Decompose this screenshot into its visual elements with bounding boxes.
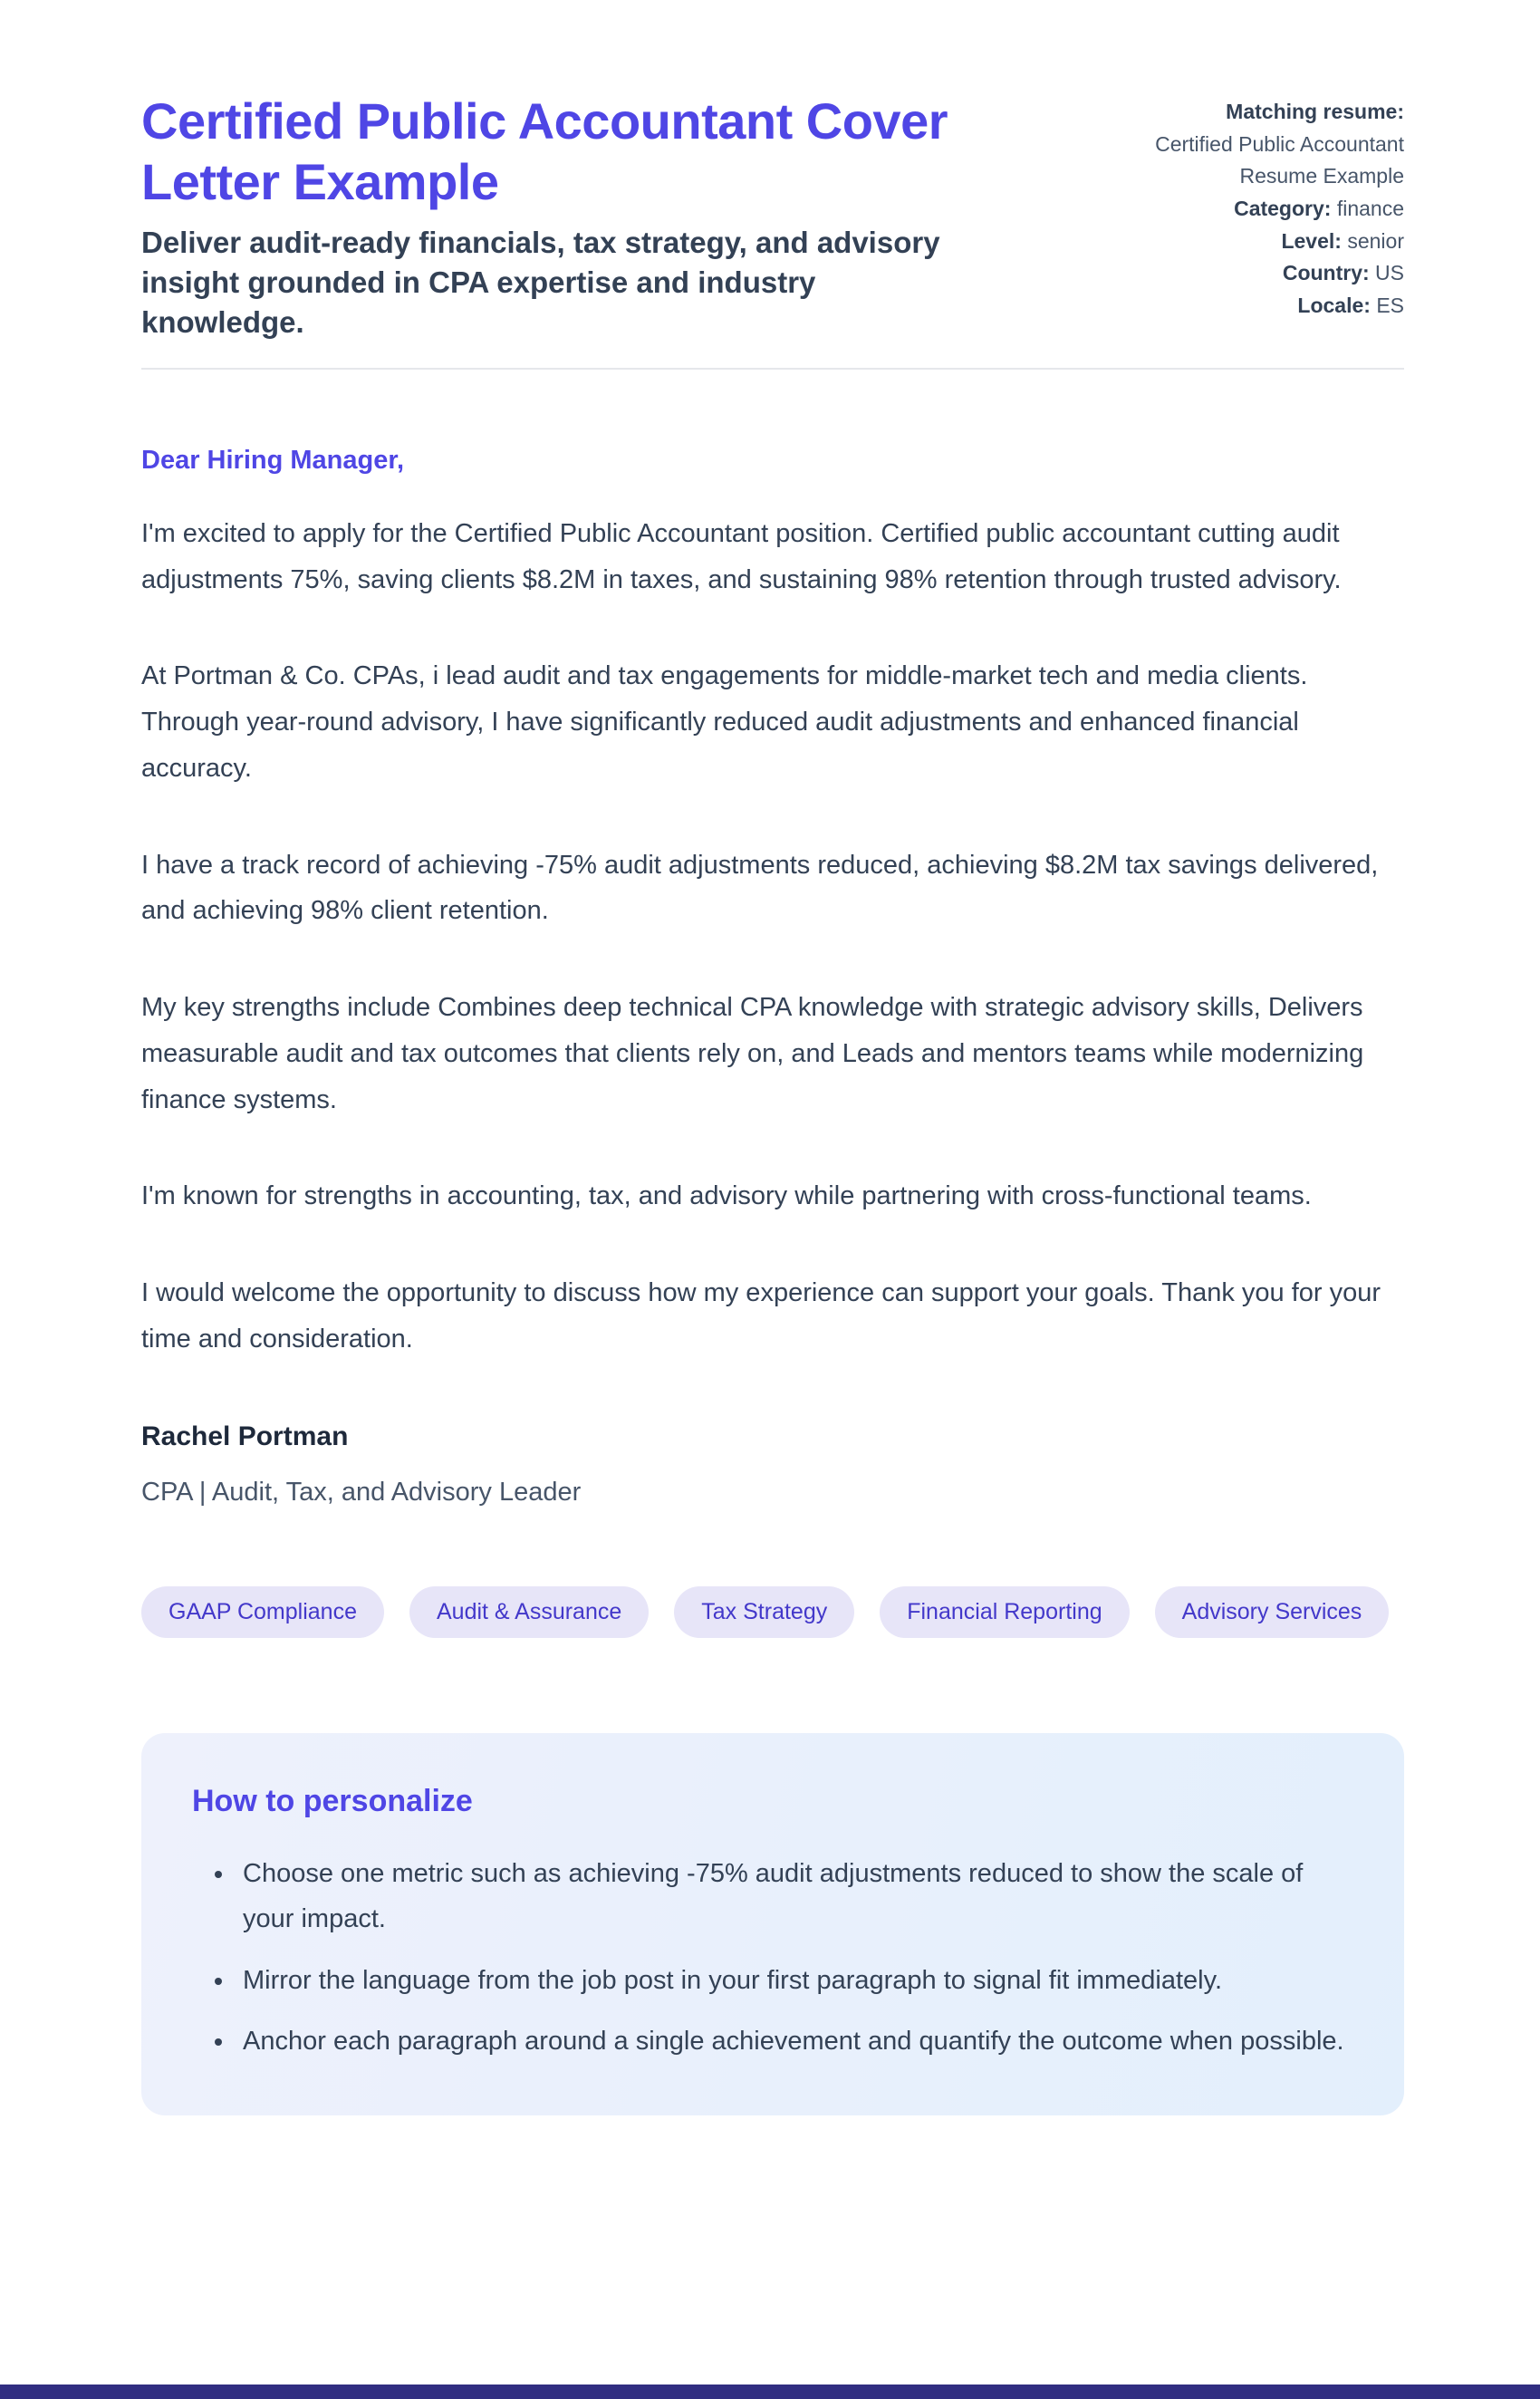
meta-country	[1092, 257, 1404, 290]
meta-locale-label: Locale:	[1297, 293, 1371, 317]
header-divider	[141, 368, 1404, 370]
personalize-tip: • Choose one metric such as achieving -75% audit adjustments reduced to show the scale of your impact.	[236, 1852, 1353, 1942]
meta-locale-value: ES	[1376, 293, 1404, 317]
signature-name: Rachel Portman	[141, 1421, 349, 1451]
letter-paragraph: I'm excited to apply for the Certified Public Accountant position. Certified public accountant cutting audit adjustments 75%, saving clients $8.2M in taxes, and sustaining 98% retention through trusted advisory.	[141, 518, 1342, 594]
personalize-tip: • Mirror the language from the job post in your first paragraph to signal fit immediately.	[236, 1959, 1353, 2004]
meta-country-value: US	[1375, 261, 1404, 285]
tag-pill-audit-assurance: Audit & Assurance	[409, 1586, 649, 1638]
page-subtitle: Deliver audit-ready financials, tax strategy, and advisory insight grounded in CPA expertise and industry knowledge.	[141, 226, 940, 340]
matching-resume-label: Matching resume:	[1226, 100, 1404, 123]
meta-country-label: Country:	[1282, 261, 1370, 285]
letter-paragraph: I would welcome the opportunity to discuss how my experience can support your goals. Thank you for your time and consideration.	[141, 1278, 1381, 1354]
meta-category	[1092, 193, 1404, 226]
meta-category-label: Category:	[1234, 196, 1332, 220]
tag-pill-advisory-services: Advisory Services	[1155, 1586, 1390, 1638]
letter-paragraph: At Portman & Co. CPAs, i lead audit and tax engagements for middle-market tech and media clients. Through year-round advisory, I have significantly reduced audit adjustments and enhanced financial accuracy.	[141, 661, 1308, 783]
header-title-block	[141, 91, 966, 342]
letter-body	[141, 438, 1404, 1516]
resume-meta-block	[1092, 91, 1404, 322]
tag-pill-tax-strategy: Tax Strategy	[674, 1586, 854, 1638]
letter-paragraph: My key strengths include Combines deep technical CPA knowledge with strategic advisory skills, Delivers measurable audit and tax outcomes that clients rely on, and Leads and mentors teams while modernizing finance systems.	[141, 993, 1364, 1114]
skill-tags	[141, 1586, 1404, 1638]
personalize-card	[141, 1733, 1404, 2116]
page-title: Certified Public Accountant Cover Letter Example	[141, 92, 948, 211]
bottom-accent-bar	[0, 2385, 1540, 2399]
matching-resume-value: Certified Public Accountant Resume Example	[1155, 131, 1404, 188]
header	[141, 91, 1404, 342]
meta-category-value: finance	[1336, 196, 1404, 220]
tag-pill-financial-reporting: Financial Reporting	[880, 1586, 1129, 1638]
salutation: Dear Hiring Manager,	[141, 446, 405, 475]
meta-level	[1092, 226, 1404, 258]
personalize-heading: How to personalize	[192, 1783, 473, 1818]
letter-paragraph: I'm known for strengths in accounting, tax, and advisory while partnering with cross-functional teams.	[141, 1181, 1312, 1211]
tag-pill-gaap-compliance: GAAP Compliance	[141, 1586, 384, 1638]
letter-paragraph: I have a track record of achieving -75% audit adjustments reduced, achieving $8.2M tax savings delivered, and achieving 98% client retention.	[141, 850, 1379, 926]
signature-role: CPA | Audit, Tax, and Advisory Leader	[141, 1478, 582, 1507]
meta-level-label: Level:	[1281, 228, 1342, 253]
meta-level-value: senior	[1347, 228, 1404, 253]
personalize-tip-list	[192, 1852, 1353, 2066]
meta-locale	[1092, 290, 1404, 323]
personalize-tip: • Anchor each paragraph around a single achievement and quantify the outcome when possible.	[236, 2019, 1353, 2065]
